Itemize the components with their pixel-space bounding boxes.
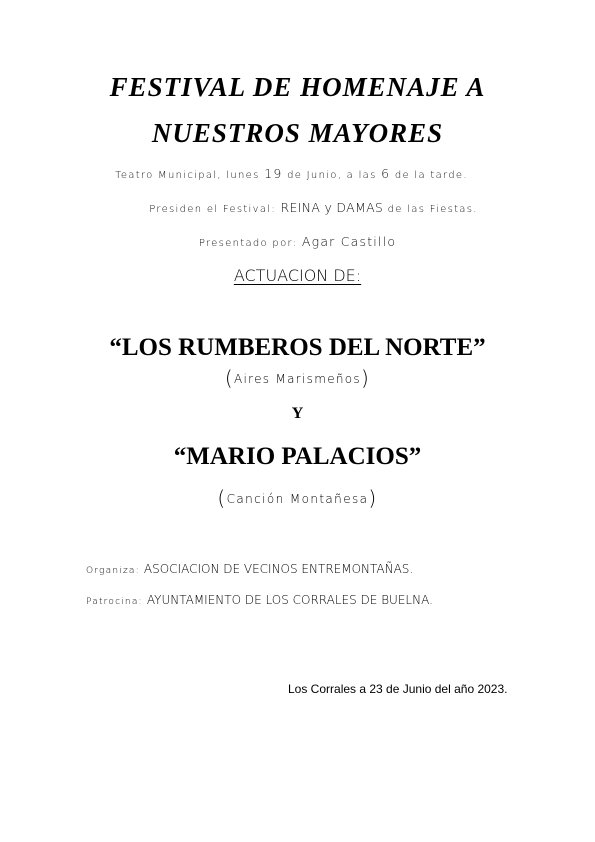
festival-title-line-2: NUESTROS MAYORES [151, 118, 444, 148]
venue-line [0, 166, 589, 181]
act-1-genre: Aires Marismeños [234, 372, 361, 386]
patrocina-line [86, 593, 433, 607]
organiza-line [86, 562, 413, 576]
act-2-name: “MARIO PALACIOS” [173, 443, 422, 470]
act-2-genre: Canción Montañesa [226, 492, 369, 506]
connector-y: Y [291, 405, 304, 422]
organiza-label: Organiza: [86, 566, 144, 576]
act-1-close-paren: ) [360, 366, 371, 390]
presiden-rest: de las Fiestas. [383, 204, 478, 215]
venue-day: 19 [264, 166, 283, 181]
patrocina-value: AYUNTAMIENTO DE LOS CORRALES DE BUELNA. [146, 593, 433, 607]
venue-text-3: de la tarde. [390, 170, 468, 181]
presentado-name: Agar Castillo [301, 234, 397, 249]
act-1-genre-line [0, 366, 595, 390]
section-heading: ACTUACION DE: [233, 266, 362, 285]
act-2-close-paren: ) [368, 486, 378, 510]
festival-title-line-1: FESTIVAL DE HOMENAJE A [109, 72, 486, 102]
act-1-open-paren: ( [224, 366, 235, 390]
presiden-label: Presiden el Festival: [149, 204, 281, 215]
venue-hour: 6 [381, 166, 391, 181]
presentado-label: Presentado por: [198, 238, 302, 249]
act-1-name: “LOS RUMBEROS DEL NORTE” [109, 334, 486, 361]
footer-date: Los Corrales a 23 de Junio del año 2023. [288, 682, 508, 696]
venue-text-2: de Junio, a las [282, 170, 382, 181]
presiden-names: REINA y DAMAS [280, 200, 384, 215]
act-2-open-paren: ( [217, 486, 227, 510]
patrocina-label: Patrocina: [86, 597, 147, 607]
presentado-line [0, 234, 595, 249]
presiden-line [16, 200, 595, 215]
act-2-genre-line [0, 486, 595, 510]
venue-text-1: Teatro Municipal, lunes [115, 170, 265, 181]
organiza-value: ASOCIACION DE VECINOS ENTREMONTAÑAS. [143, 562, 414, 576]
